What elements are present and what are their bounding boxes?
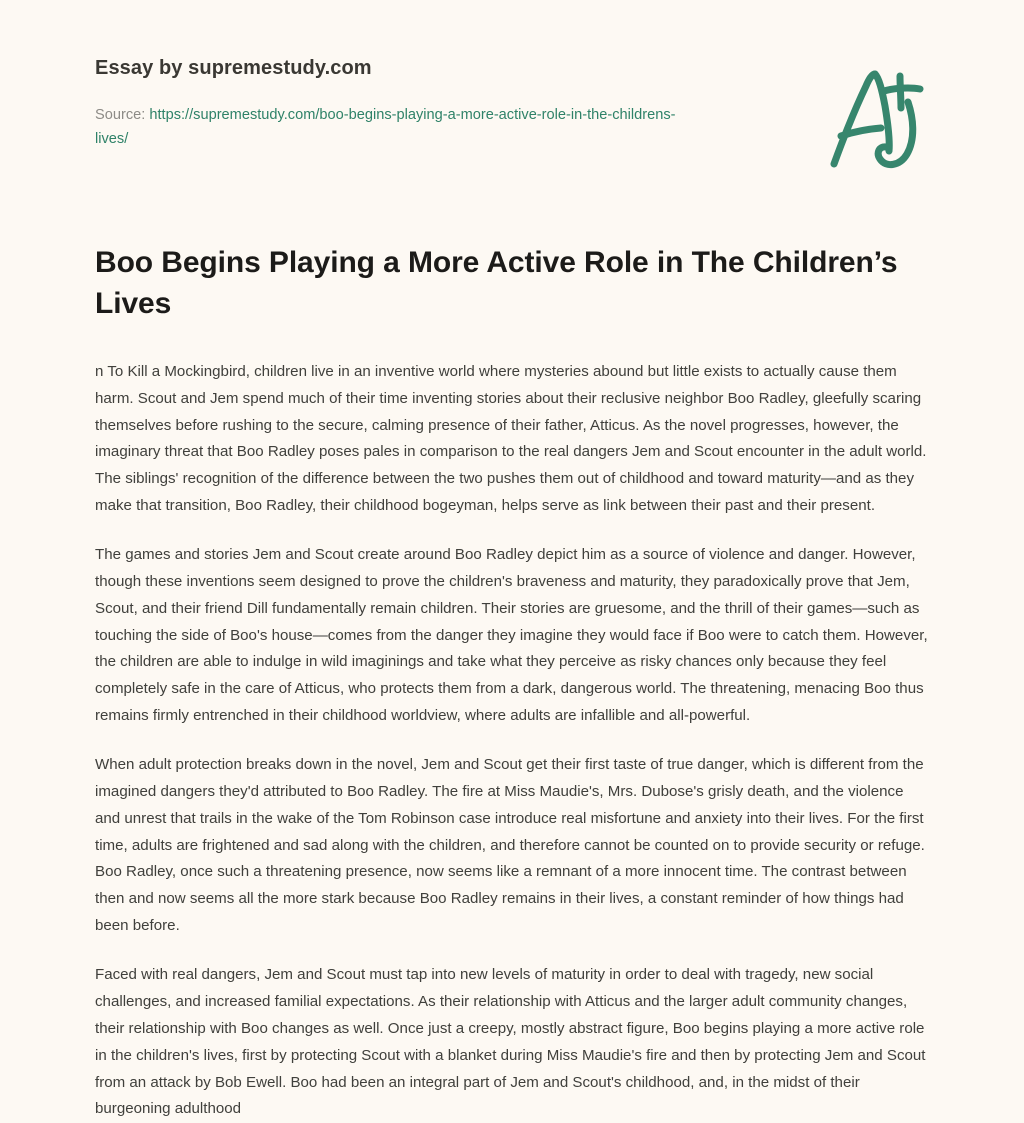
paragraph: The games and stories Jem and Scout create around Boo Radley depict him as a source of violence and danger. However, though these inventions seem designed to prove the children's braveness and maturity, they paradoxically prove that Jem, Scout, and their friend Dill fundamentally remain children. Their stories are gruesome, and the thrill of their games—such as touching the side of Boo's house—comes from the danger they imagine they would face if Boo were to catch them. However, the children are able to indulge in wild imaginings and take what they perceive as risky chances only because they feel completely safe in the care of Atticus, who protects them from a dark, dangerous world. The threatening, menacing Boo thus remains firmly entrenched in their childhood worldview, where adults are infallible and all-powerful. xyxy=(95,546,928,725)
article-body xyxy=(95,325,929,1123)
paragraph: Faced with real dangers, Jem and Scout must tap into new levels of maturity in order to deal with tragedy, new social challenges, and increased familial expectations. As their relationship with Atticus and the larger adult community changes, their relationship with Boo changes as well. Once just a creepy, mostly abstract figure, Boo begins playing a more active role in the children's lives, first by protecting Scout with a blanket during Miss Maudie's fire and then by protecting Jem and Scout from an attack by Bob Ewell. Boo had been an integral part of Jem and Scout's childhood, and, in the midst of their burgeoning adulthood xyxy=(95,966,926,1118)
source-url-link[interactable]: https://supremestudy.com/boo-begins-playing-a-more-active-role-in-the-childrens-lives/ xyxy=(95,107,676,147)
source-line xyxy=(95,104,707,151)
paragraph: n To Kill a Mockingbird, children live in an inventive world where mysteries abound but little exists to actually cause them harm. Scout and Jem spend much of their time inventing stories about their reclusive neighbor Boo Radley, gleefully scaring themselves before rushing to the secure, calming presence of their father, Atticus. As the novel progresses, however, the imaginary threat that Boo Radley poses pales in comparison to the real dangers Jem and Scout encounter in the adult world. The siblings' recognition of the difference between the two pushes them out of childhood and toward maturity—and as they make that transition, Boo Radley, their childhood bogeyman, helps serve as link between their past and their present. xyxy=(95,362,927,515)
paragraph: When adult protection breaks down in the novel, Jem and Scout get their first taste of true danger, which is different from the imagined dangers they'd attributed to Boo Radley. The fire at Miss Maudie's, Mrs. Dubose's grisly death, and the violence and unrest that trails in the wake of the Tom Robinson case introduce real misfortune and anxiety into their lives. For the first time, adults are frightened and sad along with the children, and therefore cannot be counted on to provide security or refuge. Boo Radley, once such a threatening presence, now seems like a remnant of a more innocent time. The contrast between then and now seems all the more stark because Boo Radley remains in their lives, a constant reminder of how things had been before. xyxy=(95,756,925,935)
page-title: Boo Begins Playing a More Active Role in The Children’s Lives xyxy=(95,246,898,321)
document-header xyxy=(95,0,929,151)
byline: Essay by supremestudy.com xyxy=(95,57,372,79)
a-plus-logo-icon xyxy=(822,62,932,174)
source-label: Source: xyxy=(95,107,146,123)
